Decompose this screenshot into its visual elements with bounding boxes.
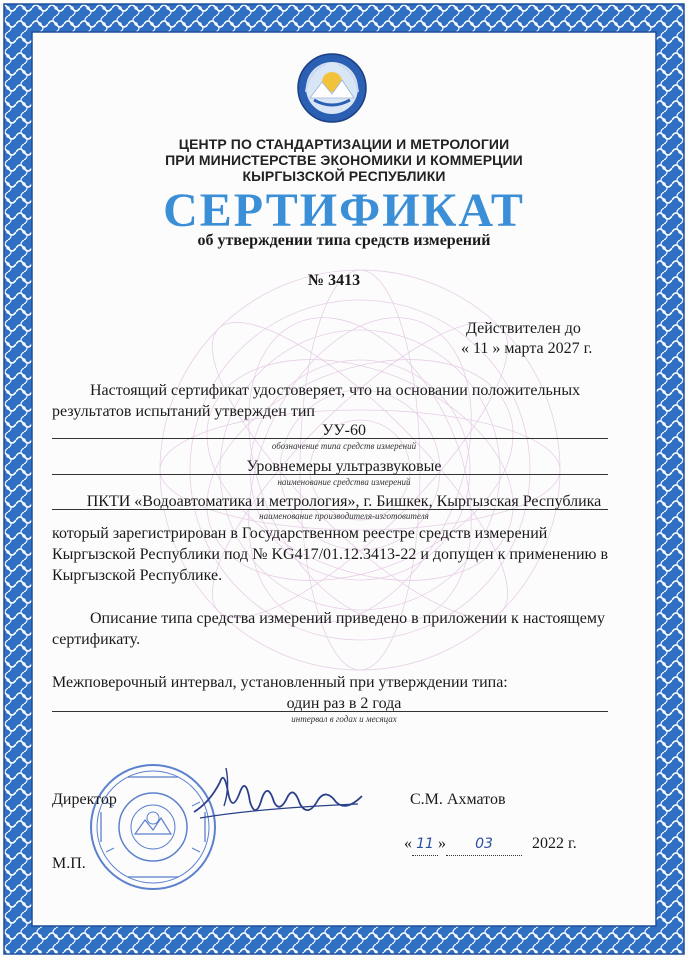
registration-line-2: Кыргызской Республики под № KG417/01.12.3413-22 и допущен к применению в	[52, 546, 609, 563]
registration-line-3: Кыргызской Республике.	[52, 567, 223, 584]
date-month-field	[446, 833, 522, 856]
state-emblem-icon	[296, 52, 368, 124]
description-line-2: сертификату.	[52, 631, 141, 648]
registration-line-1: который зарегистрирован в Государственном реестре средств измерений	[52, 525, 548, 542]
manufacturer-caption: наименование производителя-изготовителя	[259, 511, 429, 521]
signature-date	[404, 833, 577, 856]
date-year: 2022 г.	[532, 835, 577, 852]
certificate-title: СЕРТИФИКАТ	[163, 184, 525, 237]
certificate-subtitle: об утверждении типа средств измерений	[197, 232, 491, 249]
date-month: 03	[475, 836, 493, 852]
org-line-3: КЫРГЫЗСКОЙ РЕСПУБЛИКИ	[242, 168, 446, 184]
name-line	[52, 474, 608, 475]
interval-label: Межповерочный интервал, установленный при утверждении типа:	[52, 674, 508, 691]
director-name: С.М. Ахматов	[410, 791, 506, 808]
org-line-1: ЦЕНТР ПО СТАНДАРТИЗАЦИИ И МЕТРОЛОГИИ	[178, 136, 510, 152]
intro-line-2: результатов испытаний утвержден тип	[52, 403, 315, 420]
instrument-designation: УУ-60	[322, 422, 366, 439]
seal-label: М.П.	[52, 855, 86, 872]
designation-line	[52, 438, 608, 439]
designation-caption: обозначение типа средств измерений	[271, 441, 417, 451]
interval-caption: интервал в годах и месяцах	[291, 714, 397, 724]
instrument-name: Уровнемеры ультразвуковые	[246, 458, 442, 475]
interval-line	[52, 711, 608, 712]
date-day-field	[412, 833, 438, 856]
name-caption: наименование средства измерений	[277, 477, 411, 487]
valid-until-label: Действителен до	[466, 320, 581, 337]
date-day: 11	[416, 836, 434, 852]
intro-line-1: Настоящий сертификат удостоверяет, что на основании положительных	[90, 382, 581, 399]
date-prefix: «	[404, 835, 412, 852]
director-label: Директор	[52, 791, 117, 808]
manufacturer-line	[52, 509, 608, 510]
interval-value: один раз в 2 года	[286, 695, 402, 712]
director-signature	[190, 762, 370, 832]
date-mid: »	[438, 835, 446, 852]
certificate-number: № 3413	[308, 272, 361, 289]
org-line-2: ПРИ МИНИСТЕРСТВЕ ЭКОНОМИКИ И КОММЕРЦИИ	[165, 152, 523, 168]
valid-until-date: « 11 » марта 2027 г.	[461, 340, 593, 357]
manufacturer-name: ПКТИ «Водоавтоматика и метрология», г. Бишкек, Кыргызская Республика	[86, 493, 602, 510]
description-line-1: Описание типа средства измерений приведено в приложении к настоящему	[90, 610, 605, 627]
